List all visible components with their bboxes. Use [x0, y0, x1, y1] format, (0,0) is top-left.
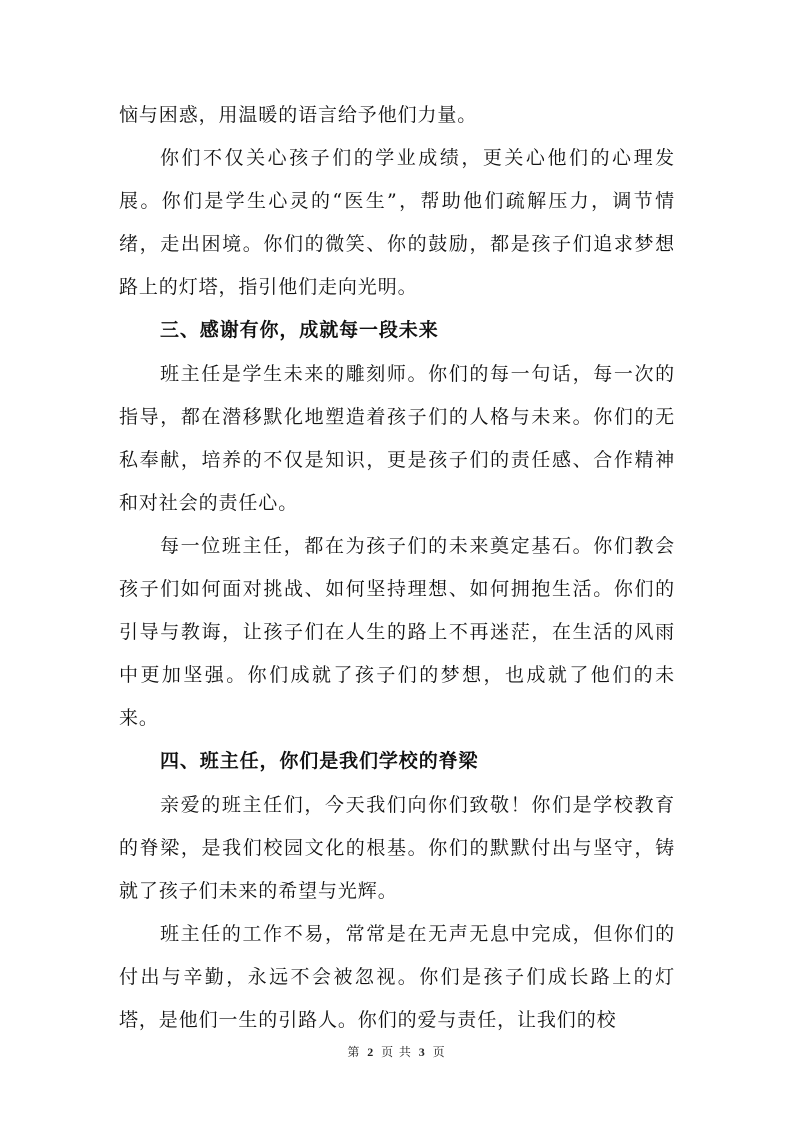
section-heading: 三、感谢有你，成就每一段未来 — [160, 319, 439, 342]
footer-prefix: 第 — [347, 1045, 361, 1059]
total-pages-number: 3 — [418, 1045, 426, 1059]
paragraph: 每一位班主任，都在为孩子们的未来奠定基石。你们教会孩子们如何面对挑战、如何坚持理想、如何拥抱生活。你们的引导与教诲，让孩子们在人生的路上不再迷茫，在生活的风雨中更加坚强。你们成就了孩子们的梦想，也成就了他们的未来。 — [119, 534, 675, 730]
section-heading: 四、班主任，你们是我们学校的脊梁 — [160, 750, 479, 773]
paragraph: 亲爱的班主任们，今天我们向你们致敬！你们是学校教育的脊梁，是我们校园文化的根基。你们的默默付出与坚守，铸就了孩子们未来的希望与光辉。 — [119, 793, 675, 902]
page-footer — [0, 1043, 793, 1060]
page-body — [119, 94, 675, 1042]
paragraph: 班主任是学生未来的雕刻师。你们的每一句话，每一次的指导，都在潜移默化地塑造着孩子们的人格与未来。你们的无私奉献，培养的不仅是知识，更是孩子们的责任感、合作精神和对社会的责任心。 — [119, 362, 675, 514]
current-page-number: 2 — [367, 1045, 375, 1059]
footer-middle: 页 共 — [381, 1045, 412, 1059]
footer-suffix: 页 — [432, 1045, 446, 1059]
paragraph: 你们不仅关心孩子们的学业成绩，更关心他们的心理发展。你们是学生心灵的“医生”，帮助他们疏解压力，调节情绪，走出困境。你们的微笑、你的鼓励，都是孩子们追求梦想路上的灯塔，指引他们走向光明。 — [119, 147, 675, 299]
paragraph-continuation: 恼与困惑，用温暖的语言给予他们力量。 — [119, 104, 478, 126]
paragraph: 班主任的工作不易，常常是在无声无息中完成，但你们的付出与辛勤，永远不会被忽视。你们是孩子们成长路上的灯塔，是他们一生的引路人。你们的爱与责任，让我们的校 — [119, 922, 675, 1031]
